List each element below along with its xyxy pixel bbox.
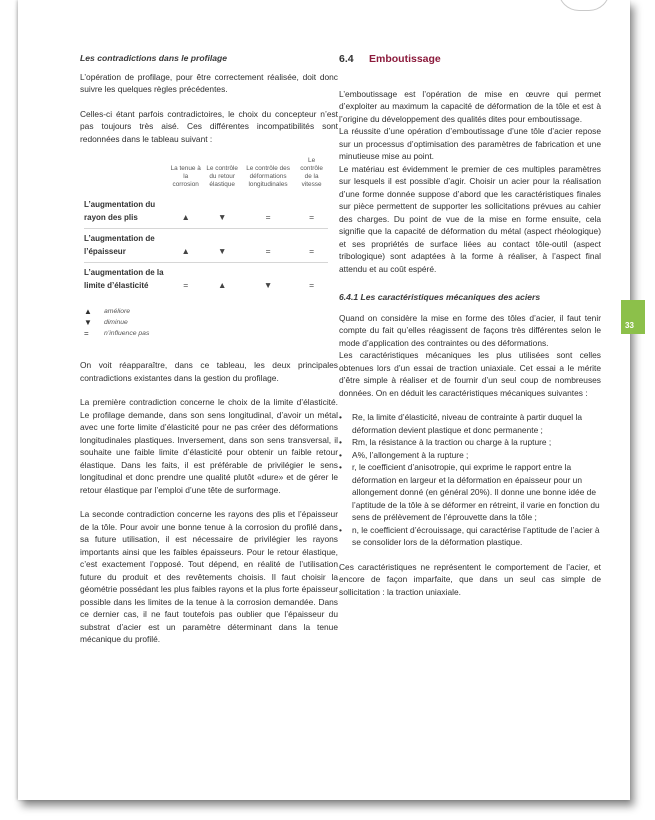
list-item: • n, le coefficient d’écrouissage, qui caractérise l’aptitude de l’acier à se consolider lors de la déformation plastique.	[339, 524, 601, 549]
table-cell: ▼	[203, 229, 241, 263]
table-header: Le contrôle de la vitesse	[300, 157, 323, 188]
right-paragraph-1: L’emboutissage est l’opération de mise en œuvre qui permet d’exploiter au maximum la capacité de déformation de la tôle et est à l’origine du développement des qualités dites pour emboutissage.	[339, 88, 601, 124]
subsection-heading: 6.4.1 Les caractéristiques mécaniques des aciers	[339, 292, 541, 302]
table-cell: =	[309, 280, 315, 290]
table-row	[84, 229, 328, 263]
characteristics-list	[339, 411, 601, 549]
right-paragraph-5: Les caractéristiques mécaniques les plus utilisées sont celles obtenues lors d’un essai de traction uniaxiale. Cet essai a le mérite d’être simple à réaliser et de fournir d’un seul coup de nombreuses données. On en déduit les caractéristiques mécaniques suivantes :	[339, 350, 601, 398]
table-cell: =	[295, 229, 328, 263]
row-label: L’augmentation de l’épaisseur	[84, 229, 168, 263]
left-paragraph-2: Celles-ci étant parfois contradictoires, le choix du concepteur n’est pas toujours très aisé. Ces différentes incompatibilités sont redonnées dans le tableau suivant :	[80, 108, 338, 144]
page-number: 33	[625, 321, 634, 330]
right-paragraph-3: Le matériau est évidemment le premier de ces multiples paramètres sur lesquels il est possible d’agir. Choisir un acier pour la réalisation d’une forme donnée suppose d’abord que les caractéristiques finales sur pièce permettent de supporter les sollicitations prévues au cahier des charges. Du point de vue de la mise en forme ensuite, cela signifie que la capacité de déformation du métal (aspect rhéologique) et ses propriétés de surface liées au contact tôle-outil (aspect tribologique) sont adaptées à la forme à réaliser, à l’aspect final attendu et au coût espéré.	[339, 163, 601, 274]
legend-text: n’influence pas	[104, 330, 150, 337]
section-heading	[339, 53, 601, 66]
table-legend	[84, 306, 338, 339]
left-subheading: Les contradictions dans le profilage	[80, 53, 228, 63]
left-paragraph-4: La première contradiction concerne le choix de la limite d’élasticité. Le profilage demande, dans son sens longitudinal, d’avoir un métal avec une forte limite d’élasticité pour ne pas créer des déformations longitudinales plastiques. Inversement, dans son sens transversal, il souhaite une faible limite d’élasticité pour obtenir un faible retour élastique. Dans les faits, il est préférable de privilégier le sens longitudinal et donc prendre une qualité plutôt «dure» et de gérer le retour élastique par l’emploi d’une tête de surformage.	[80, 397, 338, 495]
table-cell: ▼	[203, 195, 241, 229]
row-label: L’augmentation de la limite d’élasticité	[84, 268, 164, 290]
section-title: Emboutissage	[369, 53, 441, 65]
table-row	[84, 263, 328, 297]
legend-item	[84, 317, 338, 328]
left-paragraph-1: L’opération de profilage, pour être correctement réalisée, doit donc suivre les quelques règles précédentes.	[80, 71, 338, 94]
table-cell: ▲	[168, 195, 203, 229]
table-header: Le contrôle du retour élastique	[206, 165, 238, 188]
page	[18, 0, 634, 800]
left-column	[80, 52, 338, 646]
legend-text: améliore	[104, 308, 131, 315]
legend-symbol: =	[84, 329, 89, 338]
legend-item	[84, 328, 338, 339]
left-paragraph-3: On voit réapparaître, dans ce tableau, les deux principales contradictions existantes dans la gestion du profilage.	[80, 360, 338, 383]
right-column	[339, 52, 601, 598]
table-row	[84, 195, 328, 229]
table-header: La tenue à la corrosion	[170, 165, 201, 188]
right-paragraph-4: Quand on considère la mise en forme des tôles d’acier, il faut tenir compte du fait qu’elles réagissent de façons très différentes selon le mode d’application des contraintes ou des déformations.	[339, 312, 601, 348]
section-number: 6.4	[339, 53, 354, 65]
list-item: • r, le coefficient d’anisotropie, qui exprime le rapport entre la déformation en largeur et la déformation en épaisseur pour un allongement donné (en général 20%). Il donne une bonne idée de l’aptitude de la tôle à se déformer en rétreint, il varie en fonction du sens de prélèvement de l’éprouvette dans la tôle ;	[339, 461, 601, 524]
table-cell: ▼	[263, 280, 273, 290]
incompatibility-table	[84, 157, 328, 296]
table-header: Le contrôle des déformations longitudinales	[246, 165, 290, 188]
legend-item	[84, 306, 338, 317]
table-cell: =	[183, 280, 189, 290]
table-cell: ▲	[217, 280, 227, 290]
table-cell: =	[241, 229, 295, 263]
table-cell: =	[241, 195, 295, 229]
table-cell: ▲	[168, 229, 203, 263]
legend-text: diminue	[104, 319, 128, 326]
list-item: • Rm, la résistance à la traction ou charge à la rupture ;	[339, 436, 601, 449]
table-cell: =	[295, 195, 328, 229]
left-paragraph-5: La seconde contradiction concerne les rayons des plis et l’épaisseur de la tôle. Pour avoir une bonne tenue à la corrosion du profilé dans sa future utilisation, il est nécessaire de privilégier les rayons importants ainsi que les faibles épaisseurs. Pour le retour élastique, c’est exactement l’opposé. Tout dépend, en réalité de l’utilisation future du produit et des revêtements choisis. Il faut choisir la géométrie possédant les plus faibles rayons et la plus forte épaisseur possible dans les limites de la tenue à la corrosion demandée. Dans ce dernier cas, il ne faut toutefois pas oublier que l’épaisseur du substrat d’acier est un paramètre déterminant dans la tenue mécanique du profilé.	[80, 509, 338, 644]
legend-symbol: ▼	[84, 318, 92, 327]
list-item: • A%, l’allongement à la rupture ;	[339, 449, 601, 462]
list-item: • Re, la limite d’élasticité, niveau de contrainte à partir duquel la déformation devient plastique et donc permanente ;	[339, 411, 601, 436]
page-number-tab	[621, 300, 645, 334]
right-paragraph-2: La réussite d’une opération d’emboutissage d’une tôle d’acier repose sur un processus d’optimisation des paramètres de fabrication et une minutieuse mise au point.	[339, 126, 601, 161]
page-curl-decoration	[558, 0, 610, 11]
right-paragraph-6: Ces caractéristiques ne représentent le comportement de l’acier, et encore de façon imparfaite, que dans un seul cas simple de sollicitation : la traction uniaxiale.	[339, 561, 601, 597]
legend-symbol: ▲	[84, 307, 92, 316]
row-label: L’augmentation du rayon des plis	[84, 195, 168, 229]
